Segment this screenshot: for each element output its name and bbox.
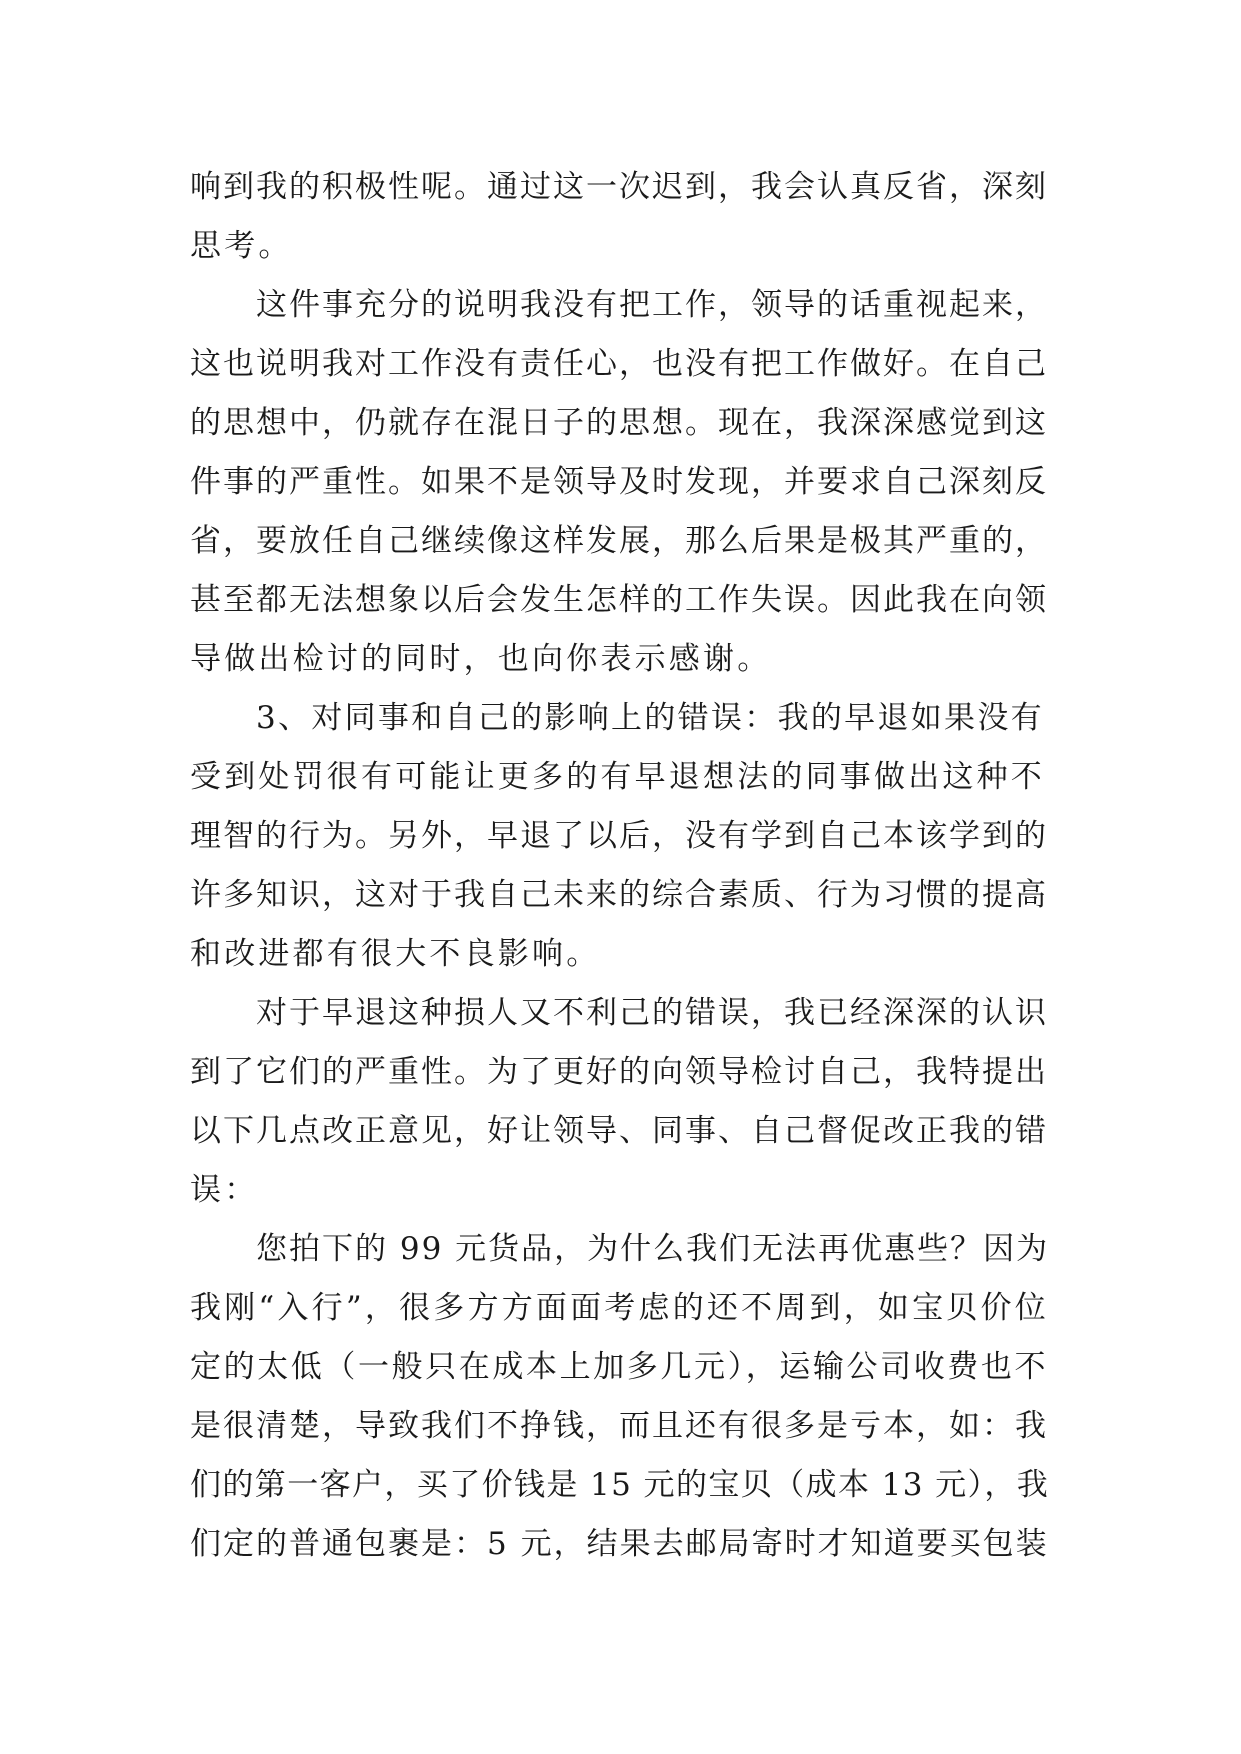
paragraph-3-line-4: 许多知识，这对于我自己未来的综合素质、行为习惯的提高 xyxy=(190,877,1048,913)
paragraph-3-line-3: 理智的行为。另外，早退了以后，没有学到自己本该学到的 xyxy=(190,818,1048,854)
paragraph-5-line-6: 们定的普通包裹是：5 元，结果去邮局寄时才知道要买包装 xyxy=(190,1526,1049,1562)
paragraph-4-line-1: 对于早退这种损人又不利己的错误，我已经深深的认识 xyxy=(256,995,1048,1031)
paragraph-2-line-3: 的思想中，仍就存在混日子的思想。现在，我深深感觉到这 xyxy=(190,405,1048,441)
paragraph-2-line-2: 这也说明我对工作没有责任心，也没有把工作做好。在自己 xyxy=(190,346,1048,382)
paragraph-4-line-4: 误： xyxy=(190,1172,259,1208)
paragraph-1-line-1: 响到我的积极性呢。通过这一次迟到，我会认真反省，深刻 xyxy=(190,169,1048,205)
paragraph-5-line-4: 是很清楚，导致我们不挣钱，而且还有很多是亏本，如：我 xyxy=(190,1408,1048,1444)
paragraph-5-line-5: 们的第一客户，买了价钱是 15 元的宝贝（成本 13 元），我 xyxy=(190,1467,1050,1503)
paragraph-5-line-2: 我刚“入行”，很多方方面面考虑的还不周到，如宝贝价位 xyxy=(190,1290,1049,1326)
paragraph-3-line-2: 受到处罚很有可能让更多的有早退想法的同事做出这种不 xyxy=(190,759,1045,795)
paragraph-3-line-1: 3、对同事和自己的影响上的错误：我的早退如果没有 xyxy=(256,700,1044,736)
paragraph-2-line-5: 省，要放任自己继续像这样发展，那么后果是极其严重的， xyxy=(190,523,1048,559)
paragraph-5-line-3: 定的太低（一般只在成本上加多几元），运输公司收费也不 xyxy=(190,1349,1049,1385)
paragraph-2-line-4: 件事的严重性。如果不是领导及时发现，并要求自己深刻反 xyxy=(190,464,1048,500)
paragraph-3-line-5: 和改进都有很大不良影响。 xyxy=(190,936,601,972)
paragraph-2-line-6: 甚至都无法想象以后会发生怎样的工作失误。因此我在向领 xyxy=(190,582,1048,618)
document-body xyxy=(190,158,1050,1574)
paragraph-2-line-1: 这件事充分的说明我没有把工作，领导的话重视起来， xyxy=(256,287,1048,323)
paragraph-1-line-2: 思考。 xyxy=(190,228,293,264)
paragraph-5-line-1: 您拍下的 99 元货品，为什么我们无法再优惠些？因为 xyxy=(256,1231,1050,1267)
paragraph-2-line-7: 导做出检讨的同时，也向你表示感谢。 xyxy=(190,641,772,677)
paragraph-4-line-3: 以下几点改正意见，好让领导、同事、自己督促改正我的错 xyxy=(190,1113,1048,1149)
paragraph-4-line-2: 到了它们的严重性。为了更好的向领导检讨自己，我特提出 xyxy=(190,1054,1048,1090)
